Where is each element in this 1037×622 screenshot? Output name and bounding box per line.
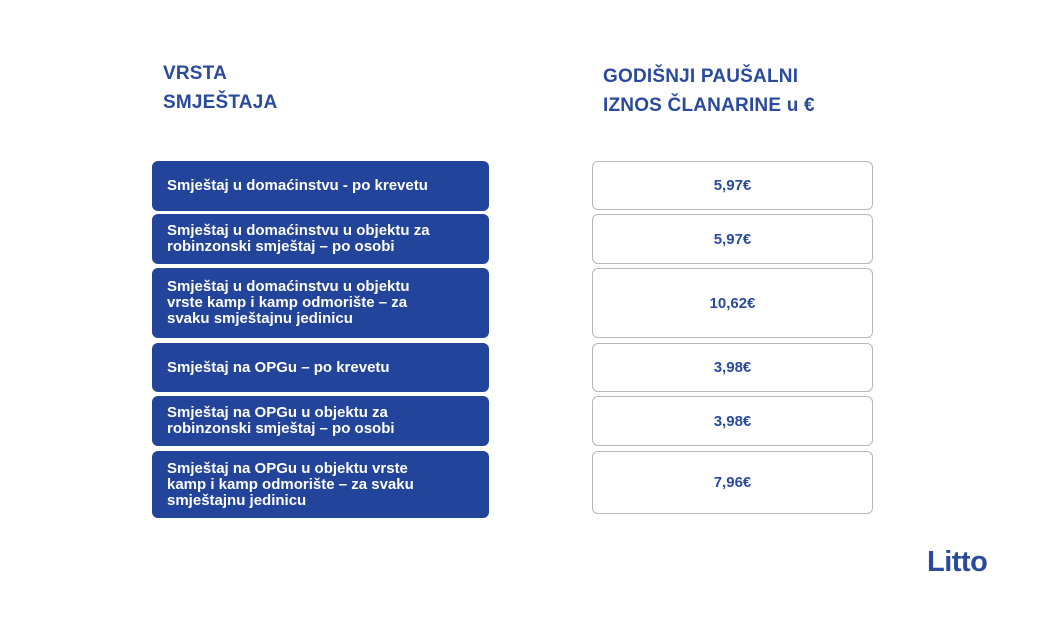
label-line: robinzonski smještaj – po osobi [167,238,395,255]
fee-value: 10,62€ [709,294,756,312]
column-header-line: VRSTA [163,63,227,84]
fee-value: 3,98€ [713,359,752,376]
accommodation-type-label [152,396,489,446]
label-line: robinzonski smještaj – po osobi [167,420,395,437]
label-line: Smještaj na OPGu u objektu vrste [167,459,408,477]
accommodation-type-label [152,161,489,211]
column-header-line: GODIŠNJI PAUŠALNI [603,66,799,87]
fee-value-box [592,161,873,210]
label-line: kamp i kamp odmorište – za svaku [167,475,414,493]
label-line: Smještaj u domaćinstvu - po krevetu [167,177,428,194]
label-line: svaku smještajnu jedinicu [167,310,353,327]
accommodation-type-label [152,343,489,392]
fee-value: 5,97€ [713,177,752,194]
accommodation-type-label [152,451,489,518]
litto-logo: Litto [927,546,988,578]
label-line: vrste kamp i kamp odmorište – za [167,294,408,311]
label-line: Smještaj u domaćinstvu u objektu [167,278,410,295]
fee-value-box [592,451,873,514]
fee-value: 7,96€ [713,474,752,491]
fee-value-box [592,268,873,338]
column-header-accommodation-type [163,59,277,117]
fee-value: 5,97€ [713,230,752,248]
fee-value: 3,98€ [713,412,752,430]
column-header-line: SMJEŠTAJA [163,92,278,113]
fee-value-box [592,343,873,392]
label-line: Smještaj u domaćinstvu u objektu za [167,222,430,239]
column-header-line: IZNOS ČLANARINE u € [603,95,815,116]
fee-value-box [592,214,873,264]
accommodation-type-label [152,214,489,264]
accommodation-type-label [152,268,489,338]
fee-value-box [592,396,873,446]
label-line: Smještaj na OPGu – po krevetu [167,358,390,376]
label-line: Smještaj na OPGu u objektu za [167,404,388,421]
label-line: smještajnu jedinicu [167,491,307,509]
column-header-annual-fee [603,62,815,120]
